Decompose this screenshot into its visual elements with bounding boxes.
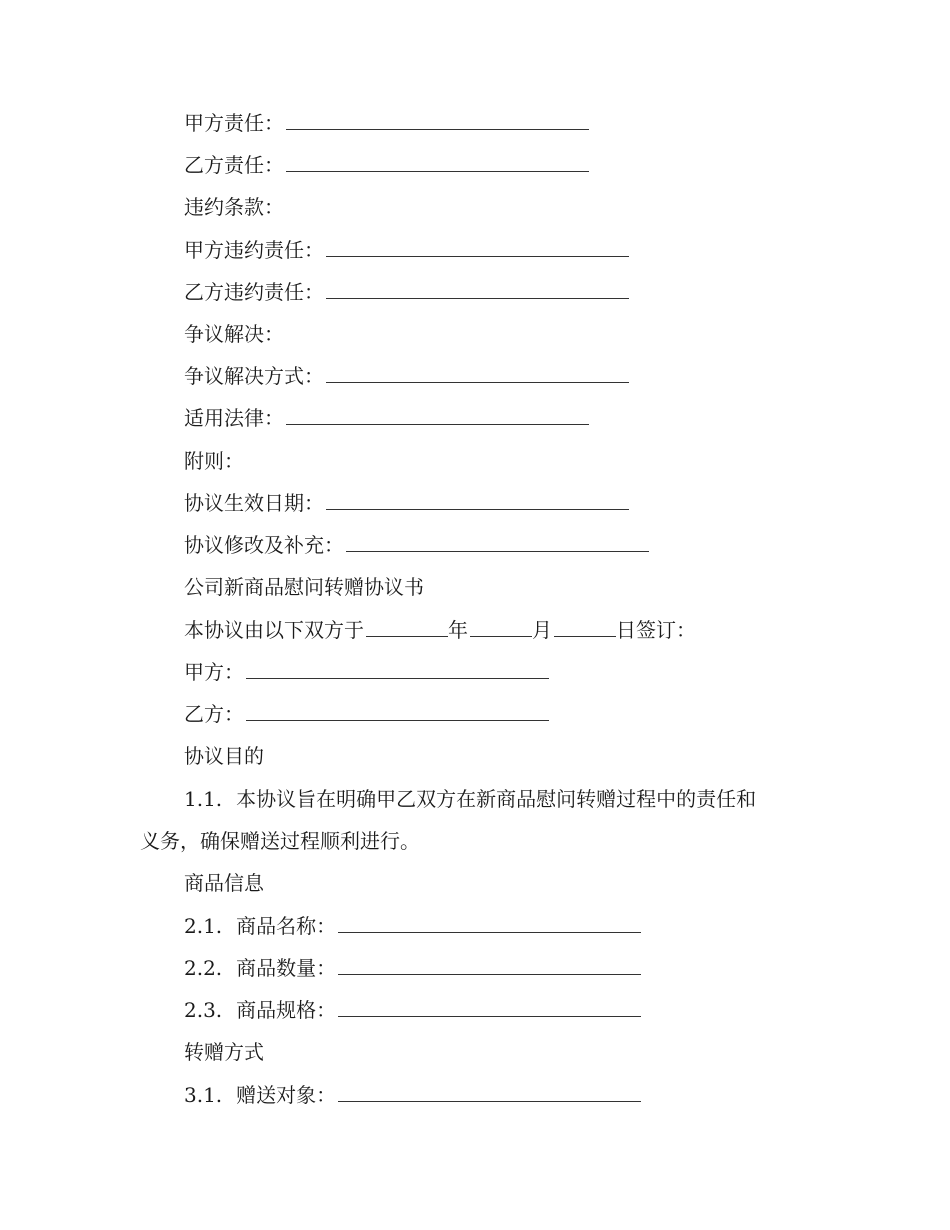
party-a-breach-label: 甲方违约责任： (184, 238, 324, 262)
amendment-blank[interactable] (346, 533, 649, 552)
clause-2-1-line (184, 913, 641, 939)
agreement-title (184, 574, 424, 600)
party-a-responsibility-label: 甲方责任： (184, 111, 284, 135)
dispute-resolution-label: 争议解决： (184, 322, 284, 346)
goods-quantity-blank[interactable] (338, 956, 641, 975)
party-a-responsibility-blank[interactable] (286, 111, 589, 130)
transfer-method-label: 转赠方式 (184, 1040, 264, 1064)
applicable-law-label: 适用法律： (184, 406, 284, 430)
effective-date-label: 协议生效日期： (184, 491, 324, 515)
party-b-label: 乙方： (184, 702, 244, 726)
year-text: 年 (448, 618, 468, 642)
party-b-line (184, 701, 549, 727)
clause-2-1-number: 2.1. (184, 914, 223, 938)
supplementary-heading (184, 448, 244, 474)
party-b-breach-blank[interactable] (326, 280, 629, 299)
signing-month-blank[interactable] (470, 618, 532, 637)
party-b-responsibility-label: 乙方责任： (184, 153, 284, 177)
clause-2-2-number: 2.2. (184, 956, 223, 980)
amendment-label: 协议修改及补充： (184, 533, 344, 557)
clause-2-3-number: 2.3. (184, 998, 223, 1022)
goods-spec-blank[interactable] (338, 998, 641, 1017)
party-a-responsibility-line (184, 110, 589, 136)
agreement-title-text: 公司新商品慰问转赠协议书 (184, 575, 424, 599)
signing-year-blank[interactable] (366, 618, 448, 637)
effective-date-line (184, 490, 629, 516)
dispute-resolution-heading (184, 321, 284, 347)
party-b-blank[interactable] (246, 702, 549, 721)
clause-1-1-line (184, 786, 756, 812)
dispute-method-label: 争议解决方式： (184, 364, 324, 388)
recipient-blank[interactable] (338, 1083, 641, 1102)
goods-name-label: 商品名称： (236, 914, 337, 938)
goods-info-heading (184, 870, 264, 896)
goods-name-blank[interactable] (338, 914, 641, 933)
purpose-label: 协议目的 (184, 744, 264, 768)
transfer-method-heading (184, 1039, 264, 1065)
clause-1-1-continuation-text: 义务，确保赠送过程顺利进行。 (140, 829, 420, 853)
signing-day-blank[interactable] (554, 618, 616, 637)
clause-1-1-continuation (140, 828, 420, 854)
goods-quantity-label: 商品数量： (236, 956, 337, 980)
goods-spec-label: 商品规格： (236, 998, 337, 1022)
party-b-responsibility-line (184, 152, 589, 178)
applicable-law-blank[interactable] (286, 406, 589, 425)
dispute-method-blank[interactable] (326, 364, 629, 383)
breach-clause-label: 违约条款： (184, 195, 284, 219)
breach-clause-heading (184, 194, 284, 220)
party-b-breach-label: 乙方违约责任： (184, 280, 324, 304)
recipient-label: 赠送对象： (236, 1083, 337, 1107)
party-a-blank[interactable] (246, 660, 549, 679)
party-a-label: 甲方： (184, 660, 244, 684)
amendment-line (184, 532, 649, 558)
purpose-heading (184, 743, 264, 769)
party-b-responsibility-blank[interactable] (286, 153, 589, 172)
clause-2-2-line (184, 955, 641, 981)
party-a-line (184, 659, 549, 685)
goods-info-label: 商品信息 (184, 871, 264, 895)
clause-1-1-number: 1.1. (184, 787, 223, 811)
clause-3-1-number: 3.1. (184, 1083, 223, 1107)
clause-1-1-text: 本协议旨在明确甲乙双方在新商品慰问转赠过程中的责任和 (236, 787, 757, 811)
signing-date-line (184, 617, 696, 643)
signing-intro-text: 本协议由以下双方于 (184, 618, 364, 642)
party-a-breach-line (184, 237, 629, 263)
party-b-breach-line (184, 279, 629, 305)
month-text: 月 (532, 618, 552, 642)
supplementary-label: 附则： (184, 449, 244, 473)
effective-date-blank[interactable] (326, 491, 629, 510)
dispute-method-line (184, 363, 629, 389)
clause-2-3-line (184, 997, 641, 1023)
day-signed-text: 日签订： (616, 618, 696, 642)
clause-3-1-line (184, 1082, 641, 1108)
applicable-law-line (184, 405, 589, 431)
party-a-breach-blank[interactable] (326, 238, 629, 257)
